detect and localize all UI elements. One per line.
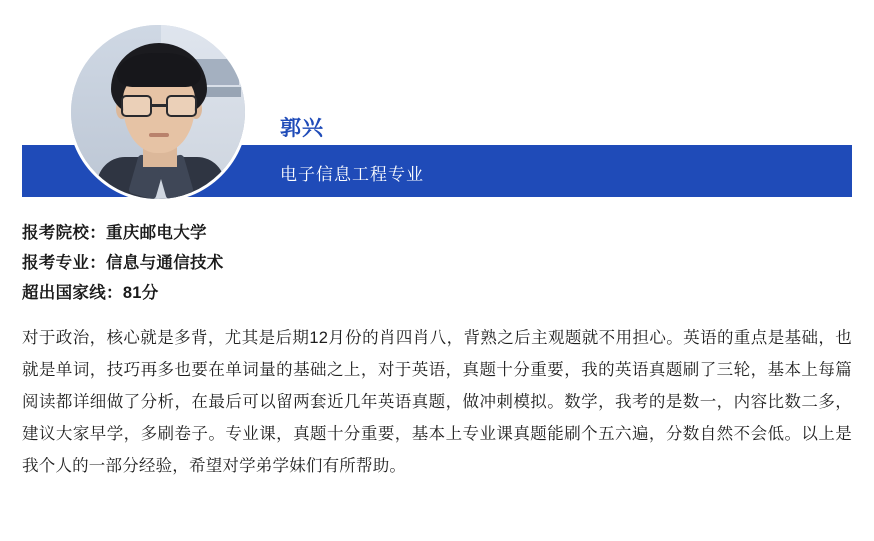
- info-row-major: [22, 248, 852, 278]
- portrait-photo-icon: [71, 25, 245, 199]
- info-row-score: [22, 278, 852, 308]
- info-value-major: 信息与通信技术: [106, 254, 224, 272]
- info-label-major: 报考专业：: [22, 254, 106, 272]
- info-value-score: 81分: [122, 284, 159, 302]
- info-label-school: 报考院校：: [22, 224, 106, 242]
- student-major: 电子信息工程专业: [280, 165, 424, 184]
- experience-paragraph: 对于政治，核心就是多背，尤其是后期12月份的肖四肖八，背熟之后主观题就不用担心。英语的重点是基础，也就是单词，技巧再多也要在单词量的基础之上，对于英语，真题十分重要，我的英语真题刷了三轮，基本上每篇阅读都详细做了分析，在最后可以留两套近几年英语真题，做冲刺模拟。数学，我考的是数一，内容比数二多，建议大家早学，多刷卷子。专业课，真题十分重要，基本上专业课真题能刷个五六遍，分数自然不会低。以上是我个人的一部分经验，希望对学弟学妹们有所帮助。: [22, 329, 852, 475]
- info-list: [22, 218, 852, 308]
- avatar: [68, 22, 248, 202]
- info-row-school: [22, 218, 852, 248]
- info-value-school: 重庆邮电大学: [106, 224, 207, 242]
- info-label-score: 超出国家线：: [22, 284, 123, 302]
- student-name: 郭兴: [280, 117, 324, 140]
